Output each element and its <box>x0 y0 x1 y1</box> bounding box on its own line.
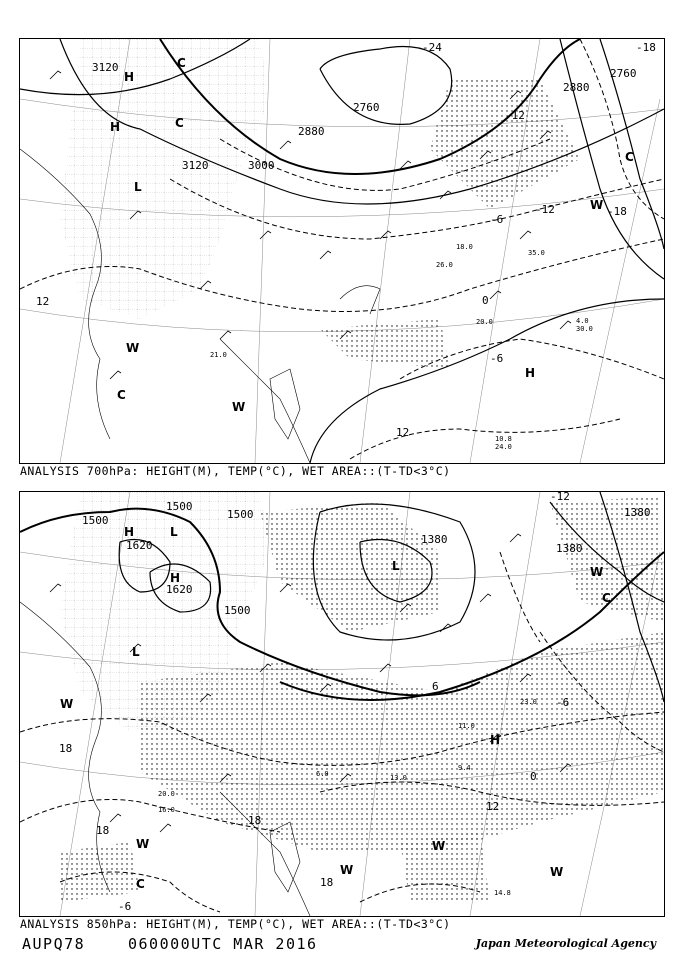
low-center-symbol: L <box>134 180 142 194</box>
station-obs: 21.0 <box>210 351 227 359</box>
station-obs: 30.0 <box>576 325 593 333</box>
temp-label: 6 <box>432 680 439 693</box>
warm-center-symbol: W <box>550 865 564 879</box>
station-obs: 23.0 <box>520 698 537 706</box>
station-obs: 13.0 <box>390 774 407 782</box>
cold-center-symbol: C <box>136 877 145 891</box>
low-center-symbol: L <box>132 645 140 659</box>
station-obs: 6.0 <box>316 770 329 778</box>
warm-center-symbol: W <box>590 198 604 212</box>
temp-label: -12 <box>535 203 555 216</box>
station-obs: 18.0 <box>456 243 473 251</box>
height-label: 2880 <box>563 81 590 94</box>
cold-center-symbol: C <box>625 150 634 164</box>
temp-label: -6 <box>556 696 570 709</box>
warm-center-symbol: W <box>432 839 446 853</box>
station-obs: 26.0 <box>436 261 453 269</box>
temp-label: 12 <box>396 426 410 439</box>
temp-label: -24 <box>422 41 442 54</box>
warm-center-symbol: W <box>232 400 246 414</box>
high-center-symbol: H <box>124 70 135 84</box>
temp-label: -6 <box>490 352 504 365</box>
warm-center-symbol: W <box>590 565 604 579</box>
temp-label: -18 <box>636 41 656 54</box>
temp-label: 0 <box>482 294 489 307</box>
temp-label: -6 <box>118 900 132 913</box>
temp-label: 18 <box>320 876 334 889</box>
low-center-symbol: L <box>392 559 400 573</box>
station-obs: 20.0 <box>158 790 175 798</box>
high-center-symbol: H <box>525 366 536 380</box>
cold-center-symbol: C <box>117 388 126 402</box>
station-obs: 20.0 <box>476 318 493 326</box>
cold-center-symbol: C <box>175 116 184 130</box>
high-center-symbol: H <box>490 733 501 747</box>
station-obs: 35.0 <box>528 249 545 257</box>
high-center-symbol: H <box>124 525 135 539</box>
temp-label: 12 <box>486 800 500 813</box>
temp-label: 18 <box>59 742 73 755</box>
low-center-symbol: L <box>170 525 178 539</box>
station-obs: 16.0 <box>158 806 175 814</box>
temp-label: 12 <box>36 295 50 308</box>
high-center-symbol: H <box>170 571 181 585</box>
map-850hpa <box>20 492 664 916</box>
map-panel-850hpa <box>19 491 665 917</box>
high-center-symbol: H <box>110 120 121 134</box>
height-label: 1380 <box>556 542 583 555</box>
temp-label: -18 <box>607 205 627 218</box>
caption-850hpa: ANALYSIS 850hPa: HEIGHT(M), TEMP(°C), WET AREA::(T-TD<3°C) <box>20 917 451 931</box>
temp-label: -12 <box>550 492 570 503</box>
wet-area <box>60 842 140 902</box>
warm-center-symbol: W <box>60 697 74 711</box>
caption-700hpa: ANALYSIS 700hPa: HEIGHT(M), TEMP(°C), WET AREA::(T-TD<3°C) <box>20 464 451 478</box>
valid-time: 060000UTC MAR 2016 <box>128 935 318 953</box>
chart-id: AUPQ78 <box>22 935 86 953</box>
height-label: 3000 <box>248 159 275 172</box>
wet-area <box>430 79 580 209</box>
height-label: 1500 <box>166 500 193 513</box>
height-label: 2760 <box>610 67 637 80</box>
temp-label: -6 <box>490 213 504 226</box>
map-panel-700hpa <box>19 38 665 464</box>
height-label: 2760 <box>353 101 380 114</box>
height-label: 3120 <box>92 61 119 74</box>
height-label: 1500 <box>82 514 109 527</box>
temp-label: -12 <box>505 109 525 122</box>
height-label: 2880 <box>298 125 325 138</box>
height-label: 3120 <box>182 159 209 172</box>
height-label: 1380 <box>421 533 448 546</box>
station-obs: 9.4 <box>458 764 471 772</box>
wet-area <box>260 502 440 632</box>
map-700hpa <box>20 39 664 463</box>
cold-center-symbol: C <box>602 591 611 605</box>
station-obs: 24.0 <box>495 443 512 451</box>
station-obs: 10.8 <box>495 435 512 443</box>
station-obs: 11.0 <box>458 722 475 730</box>
agency-name: Japan Meteorological Agency <box>475 937 656 950</box>
station-obs: 4.0 <box>576 317 589 325</box>
height-label: 1620 <box>166 583 193 596</box>
temp-label: 18 <box>248 814 262 827</box>
wet-area <box>320 319 450 369</box>
warm-center-symbol: W <box>126 341 140 355</box>
cold-center-symbol: C <box>177 56 186 70</box>
height-label: 1380 <box>624 506 651 519</box>
height-label: 1500 <box>224 604 251 617</box>
temp-label: 0 <box>530 770 537 783</box>
temp-label: 18 <box>96 824 110 837</box>
height-label: 1500 <box>227 508 254 521</box>
station-obs: 14.8 <box>494 889 511 897</box>
warm-center-symbol: W <box>340 863 354 877</box>
height-label: 1620 <box>126 539 153 552</box>
warm-center-symbol: W <box>136 837 150 851</box>
